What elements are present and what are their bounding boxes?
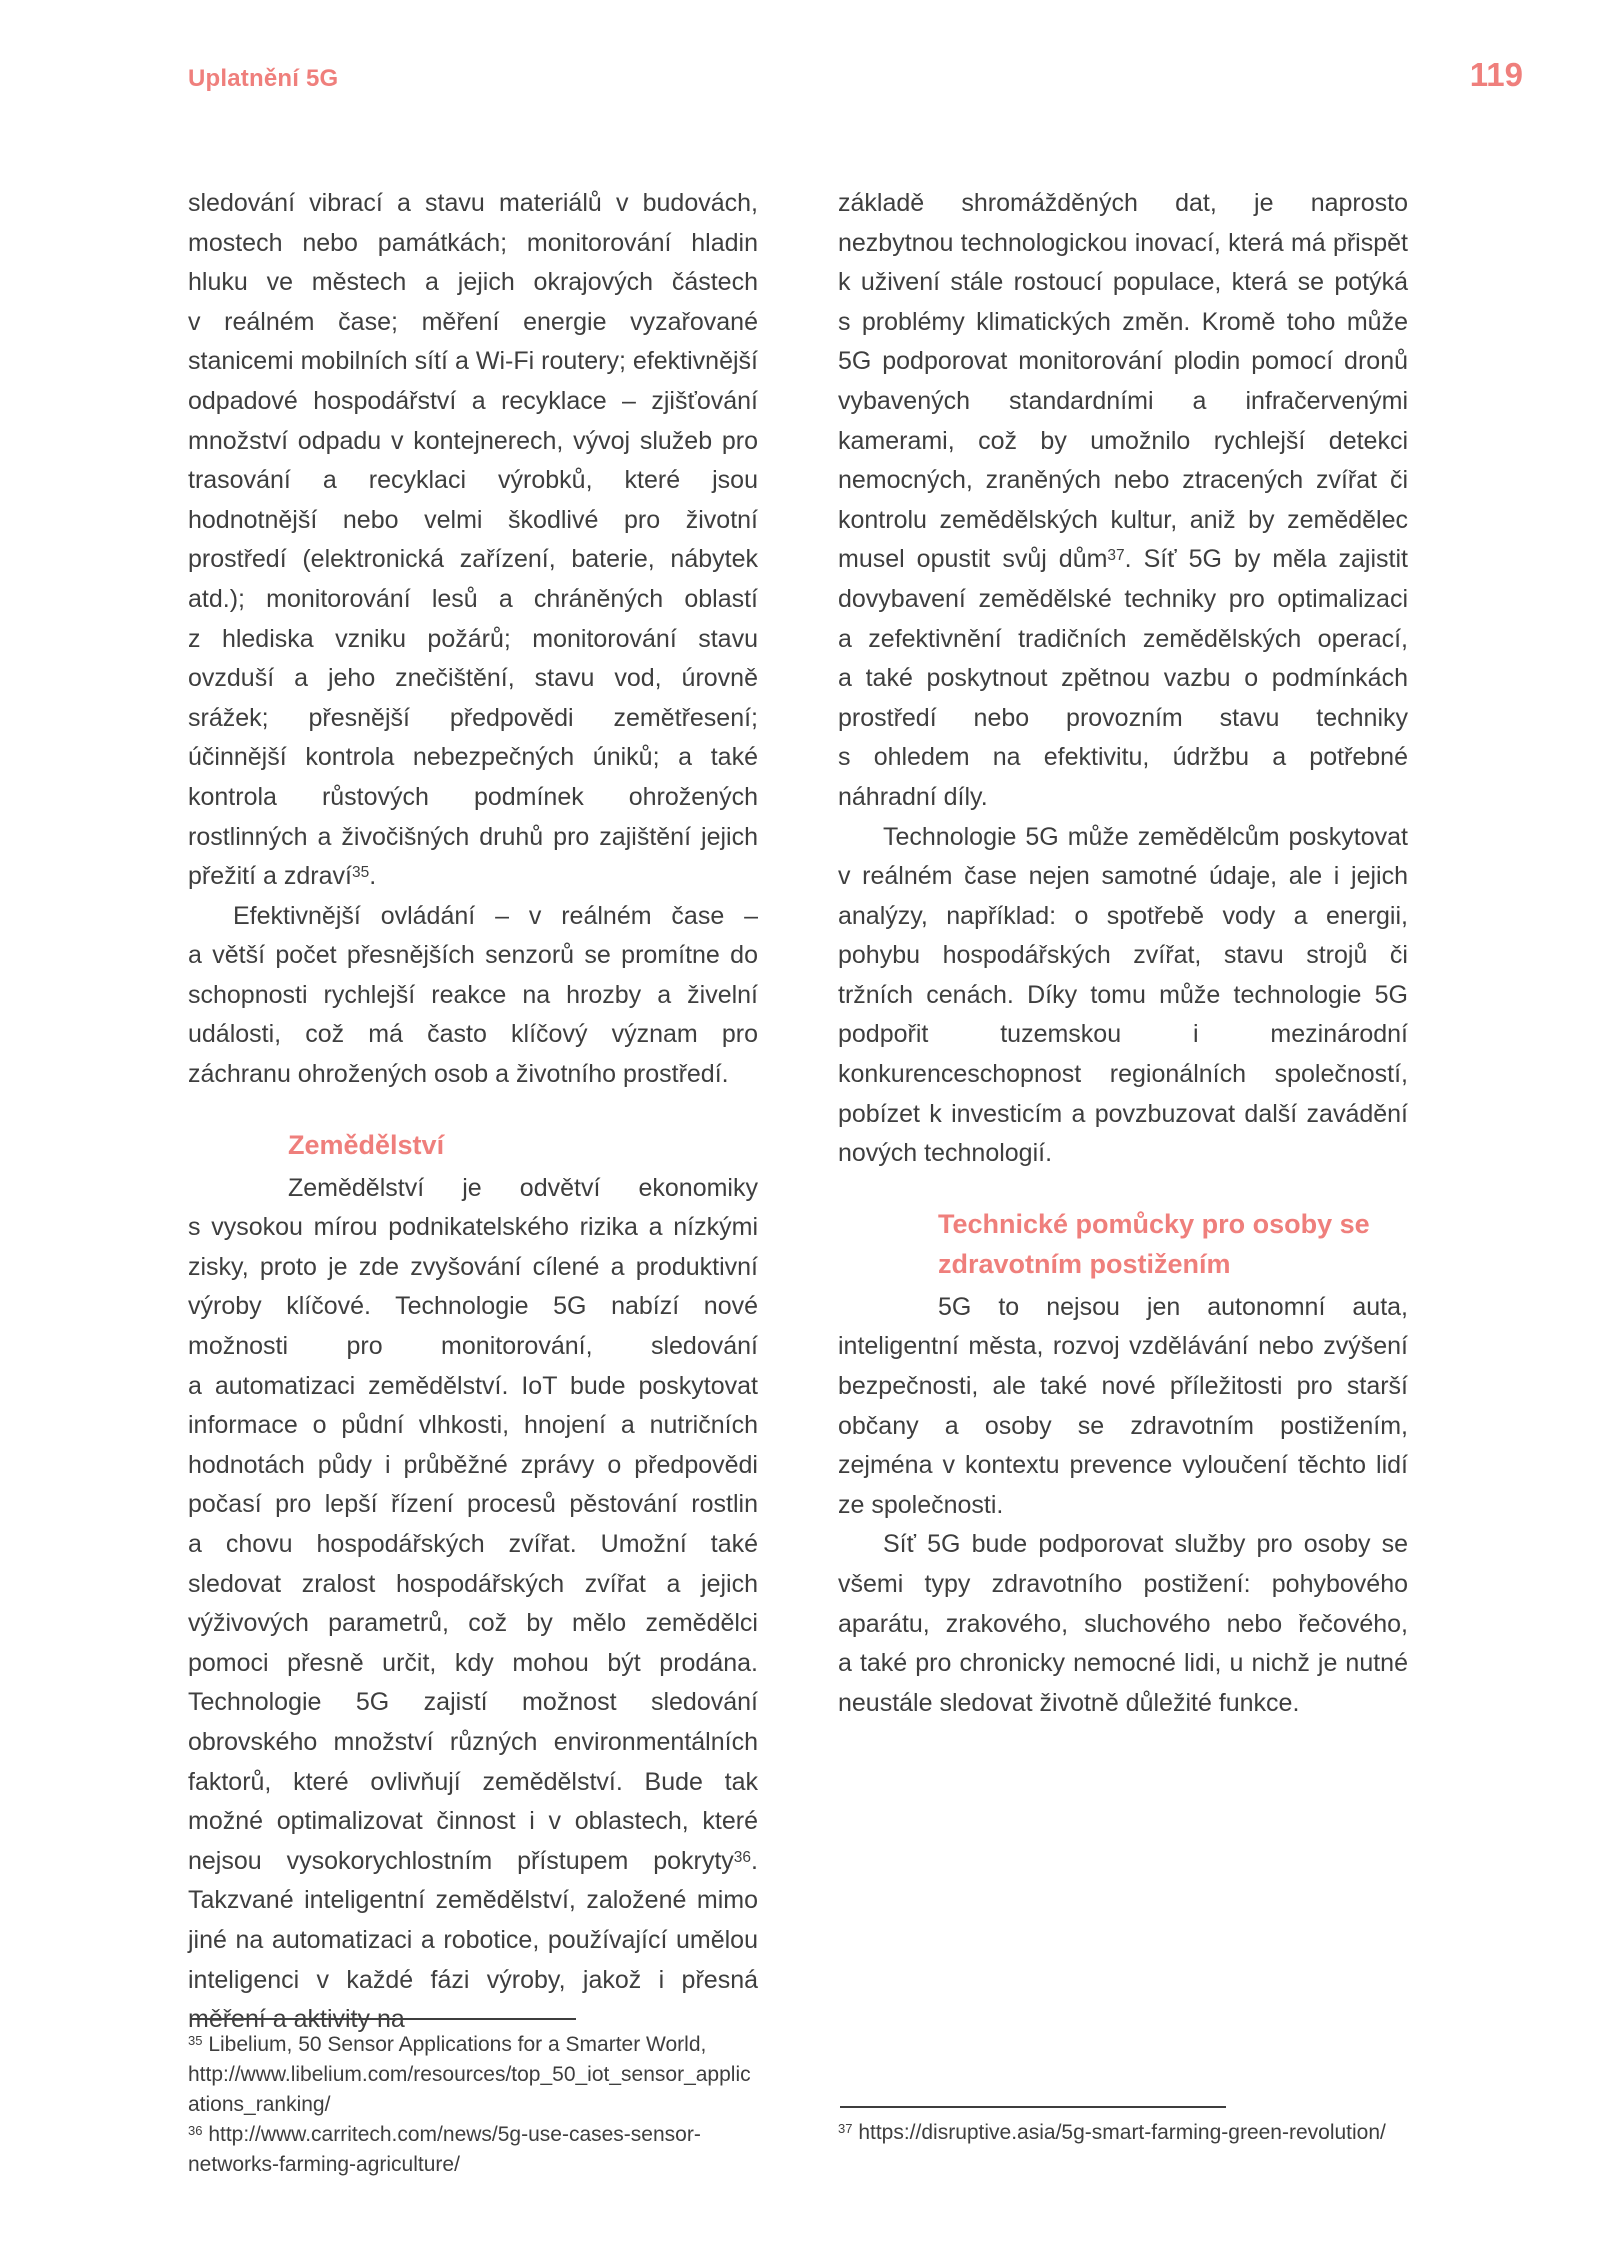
section-heading: Technické pomůcky pro osoby se zdravotním postižením bbox=[938, 1208, 1370, 1279]
paragraph: 5G to nejsou jen autonomní auta, inteligentní města, rozvoj vzdělávání nebo zvýšení bezpečnosti, ale také nové příležitosti pro starší občany a osoby se zdravotním postižením, zejména v kontextu prevence vyloučení těchto lidí ze společnosti. bbox=[838, 1292, 1408, 1519]
footnote-number: 37 bbox=[838, 2121, 853, 2137]
footnote: $^{37}$ https://disruptive.asia/5g-smart-farming-green-revolution/ bbox=[838, 2121, 1386, 2144]
running-header-title: Uplatnění 5G bbox=[188, 65, 339, 92]
left-column bbox=[188, 184, 758, 2040]
footnote-ref: 36 bbox=[733, 1848, 752, 1866]
footnote: $^{35}$ Libelium, 50 Sensor Applications for a Smarter World, http://www.libelium.com/resources/top_50_iot_sensor_applications_ranking/ bbox=[188, 2033, 751, 2116]
footnote-number: 36 bbox=[188, 2123, 203, 2139]
page-number: 119 bbox=[1469, 56, 1523, 93]
paragraph: základě shromážděných dat, je naprosto nezbytnou technologickou inovací, která má přispět k uživení stále rostoucí populace, která se potýká s problémy klimatických změn. Kromě toho může 5G podporovat monitorování plodin pomocí dronů vybavených standardními a infračervenými kamerami, což by umožnilo rychlejší detekci nemocných, zraněných nebo ztracených zvířat či kontrolu zemědělských kultur, aniž by zemědělec musel opustit svůj dům$^{37}$. Síť 5G by měla zajistit dovybavení zemědělské techniky pro optimalizaci a zefektivnění tradičních zemědělských operací, a také poskytnout zpětnou vazbu o podmínkách prostředí nebo provozním stavu techniky s ohledem na efektivitu, údržbu a potřebné náhradní díly. bbox=[838, 189, 1408, 811]
footnote-separator bbox=[190, 2018, 576, 2020]
footnotes-right bbox=[838, 2106, 1408, 2148]
page-header bbox=[188, 56, 1523, 94]
paragraph: Efektivnější ovládání – v reálném čase – a větší počet přesnějších senzorů se promítne do schopnosti rychlejší reakce na hrozby a živelní události, což má často klíčový význam pro záchranu ohrožených osob a životního prostředí. bbox=[188, 901, 758, 1089]
page-content bbox=[188, 184, 1408, 2040]
footnote-ref: 35 bbox=[351, 864, 370, 882]
footnote-list bbox=[838, 2118, 1408, 2148]
paragraph: Zemědělství je odvětví ekonomiky s vysokou mírou podnikatelského rizika a nízkými zisky, proto je zde zvyšování cílené a produktivní výroby klíčové. Technologie 5G nabízí nové možnosti pro monitorování, sledování a automatizaci zemědělství. IoT bude poskytovat informace o půdní vlhkosti, hnojení a nutričních hodnotách půdy i průběžné zprávy o předpovědi počasí pro lepší řízení procesů pěstování rostlin a chovu hospodářských zvířat. Umožní také sledovat zralost hospodářských zvířat a jejich výživových parametrů, což by mělo zemědělci pomoci přesně určit, kdy mohou být prodána. Technologie 5G zajistí možnost sledování obrovského množství různých environmentálních faktorů, které ovlivňují zemědělství. Bude tak možné optimalizovat činnost i v oblastech, které nejsou vysokorychlostním přístupem pokryty$^{36}$. Takzvané inteligentní zemědělství, založené mimo jiné na automatizaci a robotice, používající umělou inteligenci v každé fázi výroby, jakož i přesná měření a aktivity na bbox=[188, 1173, 758, 2034]
footnote-number: 35 bbox=[188, 2033, 203, 2049]
right-column bbox=[838, 184, 1408, 2040]
paragraph: Síť 5G bude podporovat služby pro osoby se všemi typy zdravotního postižení: pohybového aparátu, zrakového, sluchového nebo řečového, a také pro chronicky nemocné lidi, u nichž je nutné neustále sledovat životně důležité funkce. bbox=[838, 1530, 1408, 1717]
paragraph: sledování vibrací a stavu materiálů v budovách, mostech nebo památkách; monitorování hladin hluku ve městech a jejich okrajových částech v reálném čase; měření energie vyzařované stanicemi mobilních sítí a Wi-Fi routery; efektivnější odpadové hospodářství a recyklace – zjišťování množství odpadu v kontejnerech, vývoj služeb pro trasování a recyklaci výrobků, které jsou hodnotnější nebo velmi škodlivé pro životní prostředí (elektronická zařízení, baterie, nábytek atd.); monitorování lesů a chráněných oblastí z hlediska vzniku požárů; monitorování stavu ovzduší a jeho znečištění, stavu vod, úrovně srážek; přesnější předpovědi zemětřesení; účinnější kontrola nebezpečných úniků; a také kontrola růstových podmínek ohrožených rostlinných a živočišných druhů pro zajištění jejich přežití a zdraví$^{35}$. bbox=[188, 189, 758, 891]
footnote-ref: 37 bbox=[1107, 547, 1125, 565]
section-heading: Zemědělství bbox=[288, 1129, 445, 1160]
footnote-separator bbox=[840, 2106, 1226, 2108]
footnote: $^{36}$ http://www.carritech.com/news/5g-use-cases-sensor-networks-farming-agriculture/ bbox=[188, 2123, 701, 2176]
footnotes-left bbox=[188, 2018, 758, 2180]
footnote-list bbox=[188, 2030, 758, 2180]
paragraph: Technologie 5G může zemědělcům poskytovat v reálném čase nejen samotné údaje, ale i jejich analýzy, například: o spotřebě vody a energii, pohybu hospodářských zvířat, stavu strojů či tržních cenách. Díky tomu může technologie 5G podpořit tuzemskou i mezinárodní konkurenceschopnost regionálních společností, pobízet k investicím a povzbuzovat další zavádění nových technologií. bbox=[838, 822, 1408, 1168]
